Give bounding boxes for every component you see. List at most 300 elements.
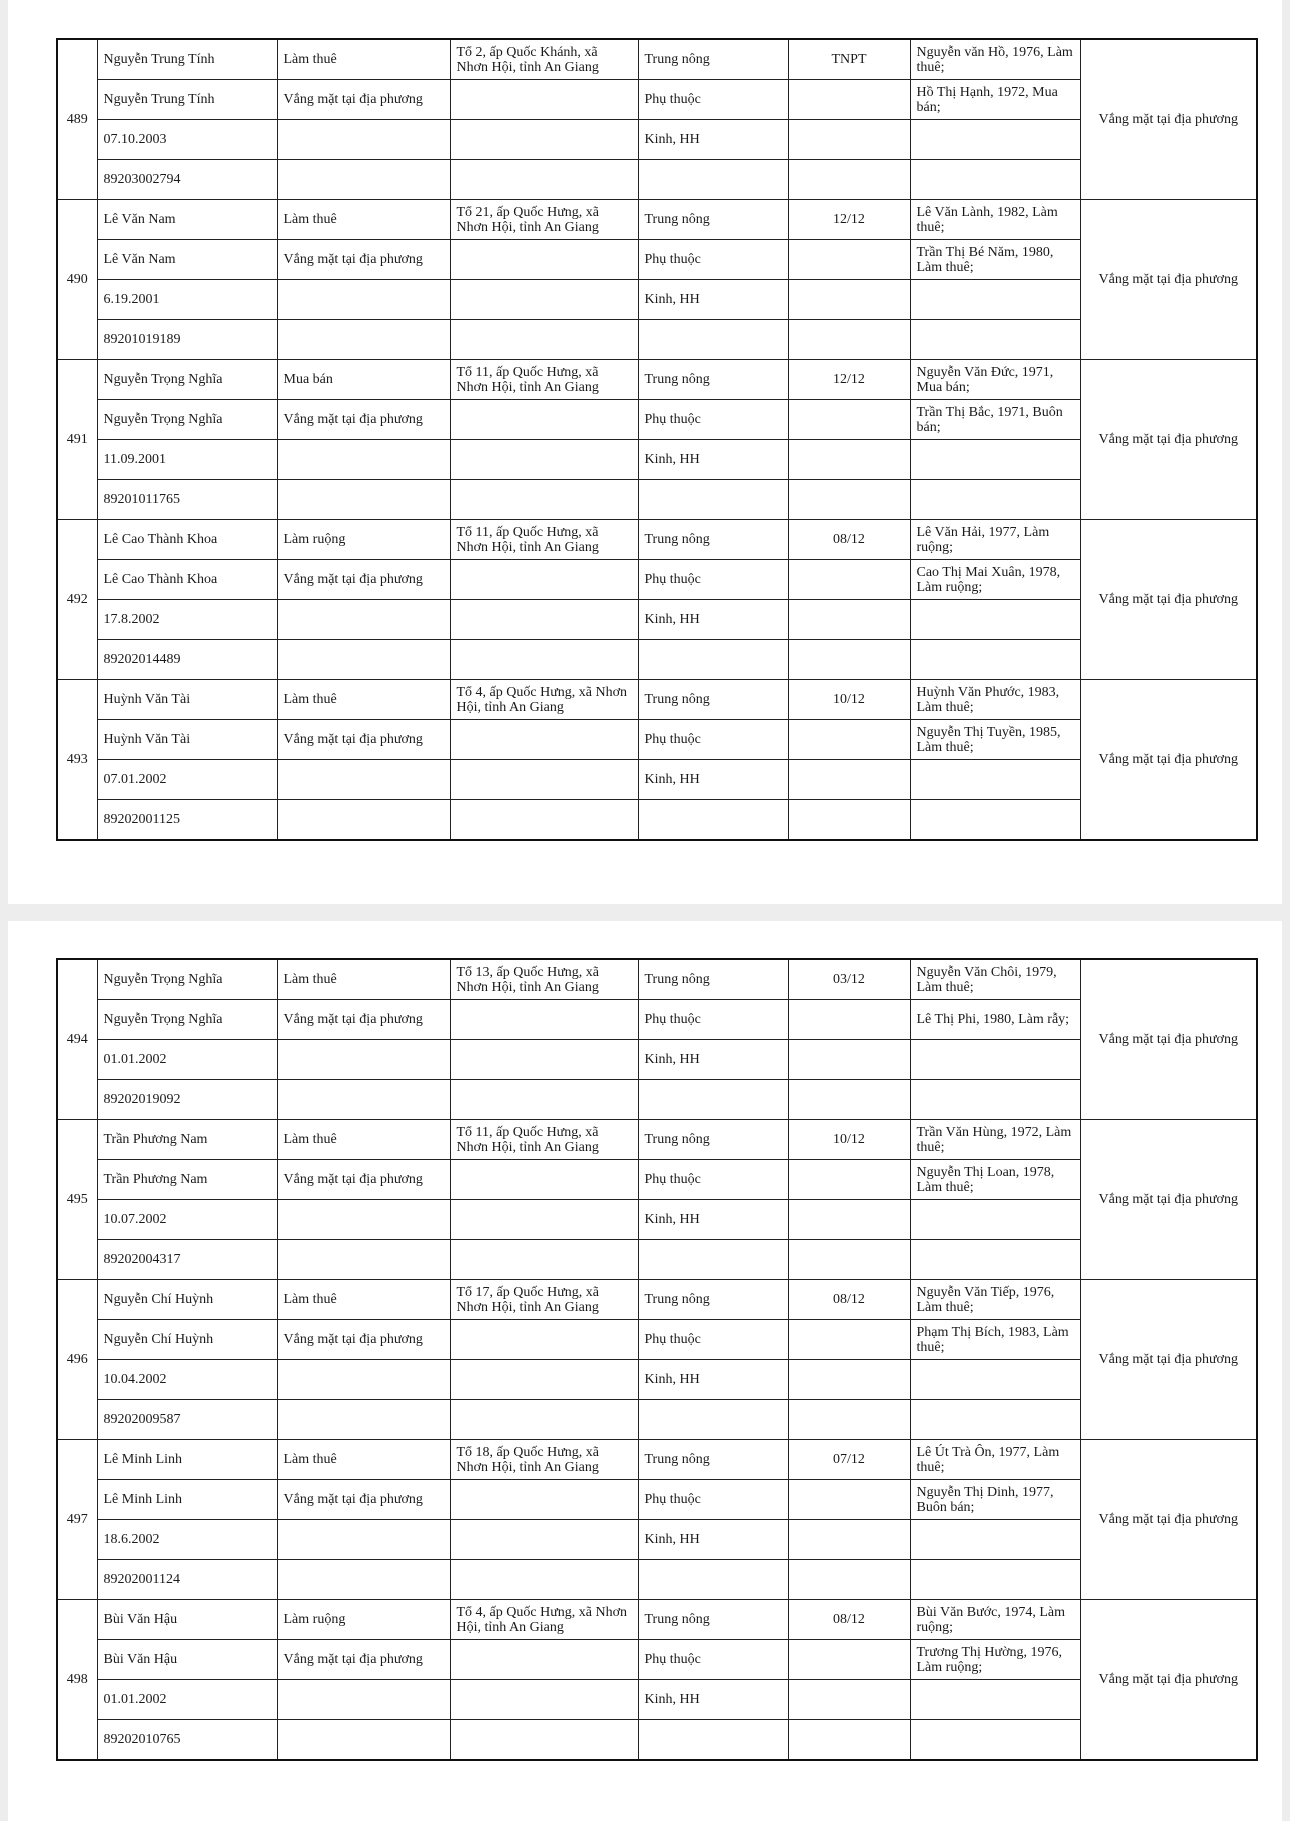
blank-cell <box>638 1400 788 1440</box>
person-name-repeat: Trần Phương Nam <box>97 1160 277 1200</box>
blank-cell <box>638 1240 788 1280</box>
blank-cell <box>450 400 638 440</box>
blank-cell <box>788 640 910 680</box>
record-row-primary <box>57 1440 1257 1480</box>
id-number: 89201011765 <box>97 480 277 520</box>
date-of-birth: 07.01.2002 <box>97 760 277 800</box>
occupation-status: Vắng mặt tại địa phương <box>277 1000 450 1040</box>
occupation: Làm thuê <box>277 959 450 1000</box>
blank-cell <box>277 1400 450 1440</box>
note: Vắng mặt tại địa phương <box>1080 1280 1257 1440</box>
education-level: 12/12 <box>788 360 910 400</box>
blank-cell <box>277 1680 450 1720</box>
id-number: 89202009587 <box>97 1400 277 1440</box>
occupation-status: Vắng mặt tại địa phương <box>277 240 450 280</box>
note: Vắng mặt tại địa phương <box>1080 1440 1257 1600</box>
record-row-primary <box>57 520 1257 560</box>
blank-cell <box>277 1360 450 1400</box>
social-class: Trung nông <box>638 680 788 720</box>
dependency: Phụ thuộc <box>638 1320 788 1360</box>
father-info: Lê Văn Hải, 1977, Làm ruộng; <box>910 520 1080 560</box>
blank-cell <box>910 1680 1080 1720</box>
record-row-primary <box>57 680 1257 720</box>
blank-cell <box>910 760 1080 800</box>
blank-cell <box>277 1720 450 1761</box>
blank-cell <box>450 80 638 120</box>
blank-cell <box>277 160 450 200</box>
record-row-id <box>57 800 1257 841</box>
ethnicity-religion: Kinh, HH <box>638 1040 788 1080</box>
blank-cell <box>277 320 450 360</box>
occupation-status: Vắng mặt tại địa phương <box>277 80 450 120</box>
father-info: Nguyễn Văn Tiếp, 1976, Làm thuê; <box>910 1280 1080 1320</box>
ethnicity-religion: Kinh, HH <box>638 760 788 800</box>
blank-cell <box>788 1400 910 1440</box>
blank-cell <box>450 1640 638 1680</box>
education-level: 10/12 <box>788 680 910 720</box>
record-row-secondary <box>57 1320 1257 1360</box>
record-number: 489 <box>57 39 97 200</box>
person-name-repeat: Bùi Văn Hậu <box>97 1640 277 1680</box>
record-row-tertiary <box>57 760 1257 800</box>
blank-cell <box>910 280 1080 320</box>
blank-cell <box>638 800 788 841</box>
registry-table <box>56 38 1258 841</box>
blank-cell <box>277 1520 450 1560</box>
blank-cell <box>910 1360 1080 1400</box>
date-of-birth: 01.01.2002 <box>97 1040 277 1080</box>
ethnicity-religion: Kinh, HH <box>638 600 788 640</box>
blank-cell <box>788 1520 910 1560</box>
person-name: Lê Văn Nam <box>97 200 277 240</box>
date-of-birth: 17.8.2002 <box>97 600 277 640</box>
record-number: 494 <box>57 959 97 1120</box>
record-row-tertiary <box>57 280 1257 320</box>
occupation-status: Vắng mặt tại địa phương <box>277 720 450 760</box>
record-row-secondary <box>57 80 1257 120</box>
blank-cell <box>277 800 450 841</box>
record-row-primary <box>57 1120 1257 1160</box>
social-class: Trung nông <box>638 1120 788 1160</box>
dependency: Phụ thuộc <box>638 1480 788 1520</box>
date-of-birth: 6.19.2001 <box>97 280 277 320</box>
blank-cell <box>450 1360 638 1400</box>
blank-cell <box>450 120 638 160</box>
address: Tổ 11, ấp Quốc Hưng, xã Nhơn Hội, tỉnh An Giang <box>450 520 638 560</box>
blank-cell <box>450 1240 638 1280</box>
mother-info: Trần Thị Bắc, 1971, Buôn bán; <box>910 400 1080 440</box>
blank-cell <box>910 1400 1080 1440</box>
note: Vắng mặt tại địa phương <box>1080 39 1257 200</box>
mother-info: Trần Thị Bé Năm, 1980, Làm thuê; <box>910 240 1080 280</box>
blank-cell <box>638 1560 788 1600</box>
blank-cell <box>910 1560 1080 1600</box>
mother-info: Trương Thị Hường, 1976, Làm ruộng; <box>910 1640 1080 1680</box>
record-row-id <box>57 1080 1257 1120</box>
record-row-tertiary <box>57 440 1257 480</box>
occupation: Làm ruộng <box>277 1600 450 1640</box>
note: Vắng mặt tại địa phương <box>1080 1600 1257 1761</box>
person-name: Huỳnh Văn Tài <box>97 680 277 720</box>
person-name-repeat: Huỳnh Văn Tài <box>97 720 277 760</box>
blank-cell <box>788 1680 910 1720</box>
education-level: 08/12 <box>788 1600 910 1640</box>
record-row-tertiary <box>57 600 1257 640</box>
social-class: Trung nông <box>638 1280 788 1320</box>
blank-cell <box>910 320 1080 360</box>
blank-cell <box>638 640 788 680</box>
blank-cell <box>788 1000 910 1040</box>
record-row-primary <box>57 200 1257 240</box>
record-row-id <box>57 320 1257 360</box>
blank-cell <box>788 1320 910 1360</box>
record-row-tertiary <box>57 1520 1257 1560</box>
dependency: Phụ thuộc <box>638 80 788 120</box>
record-row-primary <box>57 1600 1257 1640</box>
occupation: Làm thuê <box>277 1280 450 1320</box>
dependency: Phụ thuộc <box>638 1160 788 1200</box>
dependency: Phụ thuộc <box>638 1640 788 1680</box>
education-level: 10/12 <box>788 1120 910 1160</box>
blank-cell <box>277 1040 450 1080</box>
id-number: 89202001125 <box>97 800 277 841</box>
blank-cell <box>450 480 638 520</box>
education-level: 08/12 <box>788 520 910 560</box>
blank-cell <box>450 1080 638 1120</box>
father-info: Trần Văn Hùng, 1972, Làm thuê; <box>910 1120 1080 1160</box>
record-row-primary <box>57 39 1257 80</box>
blank-cell <box>277 600 450 640</box>
record-row-id <box>57 1400 1257 1440</box>
blank-cell <box>788 120 910 160</box>
social-class: Trung nông <box>638 1600 788 1640</box>
dependency: Phụ thuộc <box>638 1000 788 1040</box>
mother-info: Phạm Thị Bích, 1983, Làm thuê; <box>910 1320 1080 1360</box>
blank-cell <box>788 600 910 640</box>
dependency: Phụ thuộc <box>638 240 788 280</box>
record-row-secondary <box>57 240 1257 280</box>
record-row-secondary <box>57 1000 1257 1040</box>
person-name-repeat: Lê Minh Linh <box>97 1480 277 1520</box>
blank-cell <box>450 760 638 800</box>
blank-cell <box>450 1000 638 1040</box>
record-row-id <box>57 160 1257 200</box>
address: Tổ 13, ấp Quốc Hưng, xã Nhơn Hội, tỉnh An Giang <box>450 959 638 1000</box>
ethnicity-religion: Kinh, HH <box>638 1680 788 1720</box>
social-class: Trung nông <box>638 520 788 560</box>
father-info: Nguyễn văn Hồ, 1976, Làm thuê; <box>910 39 1080 80</box>
note: Vắng mặt tại địa phương <box>1080 200 1257 360</box>
address: Tổ 4, ấp Quốc Hưng, xã Nhơn Hội, tỉnh An Giang <box>450 680 638 720</box>
blank-cell <box>450 1160 638 1200</box>
occupation: Làm thuê <box>277 1440 450 1480</box>
record-row-id <box>57 480 1257 520</box>
blank-cell <box>277 640 450 680</box>
record-number: 498 <box>57 1600 97 1761</box>
record-number: 492 <box>57 520 97 680</box>
blank-cell <box>910 640 1080 680</box>
blank-cell <box>450 1560 638 1600</box>
address: Tổ 17, ấp Quốc Hưng, xã Nhơn Hội, tỉnh An Giang <box>450 1280 638 1320</box>
record-row-primary <box>57 1280 1257 1320</box>
date-of-birth: 01.01.2002 <box>97 1680 277 1720</box>
date-of-birth: 11.09.2001 <box>97 440 277 480</box>
blank-cell <box>910 800 1080 841</box>
mother-info: Hồ Thị Hạnh, 1972, Mua bán; <box>910 80 1080 120</box>
mother-info: Nguyễn Thị Dinh, 1977, Buôn bán; <box>910 1480 1080 1520</box>
blank-cell <box>788 1240 910 1280</box>
blank-cell <box>277 1560 450 1600</box>
person-name: Lê Minh Linh <box>97 1440 277 1480</box>
record-number: 490 <box>57 200 97 360</box>
father-info: Bùi Văn Bước, 1974, Làm ruộng; <box>910 1600 1080 1640</box>
blank-cell <box>450 160 638 200</box>
occupation: Làm ruộng <box>277 520 450 560</box>
record-number: 497 <box>57 1440 97 1600</box>
id-number: 89202019092 <box>97 1080 277 1120</box>
occupation: Làm thuê <box>277 39 450 80</box>
blank-cell <box>277 120 450 160</box>
blank-cell <box>788 1640 910 1680</box>
blank-cell <box>910 600 1080 640</box>
note: Vắng mặt tại địa phương <box>1080 959 1257 1120</box>
person-name: Nguyễn Trọng Nghĩa <box>97 360 277 400</box>
dependency: Phụ thuộc <box>638 400 788 440</box>
blank-cell <box>788 1720 910 1761</box>
occupation-status: Vắng mặt tại địa phương <box>277 1640 450 1680</box>
blank-cell <box>450 640 638 680</box>
education-level: TNPT <box>788 39 910 80</box>
date-of-birth: 18.6.2002 <box>97 1520 277 1560</box>
record-row-secondary <box>57 720 1257 760</box>
father-info: Lê Văn Lành, 1982, Làm thuê; <box>910 200 1080 240</box>
father-info: Nguyễn Văn Đức, 1971, Mua bán; <box>910 360 1080 400</box>
blank-cell <box>277 1080 450 1120</box>
note: Vắng mặt tại địa phương <box>1080 1120 1257 1280</box>
blank-cell <box>910 160 1080 200</box>
mother-info: Nguyễn Thị Tuyền, 1985, Làm thuê; <box>910 720 1080 760</box>
blank-cell <box>277 280 450 320</box>
blank-cell <box>910 1040 1080 1080</box>
occupation-status: Vắng mặt tại địa phương <box>277 560 450 600</box>
education-level: 12/12 <box>788 200 910 240</box>
ethnicity-religion: Kinh, HH <box>638 440 788 480</box>
record-row-tertiary <box>57 1040 1257 1080</box>
blank-cell <box>277 480 450 520</box>
person-name: Trần Phương Nam <box>97 1120 277 1160</box>
blank-cell <box>450 1400 638 1440</box>
person-name: Nguyễn Trung Tính <box>97 39 277 80</box>
blank-cell <box>788 560 910 600</box>
person-name-repeat: Lê Cao Thành Khoa <box>97 560 277 600</box>
social-class: Trung nông <box>638 360 788 400</box>
occupation: Làm thuê <box>277 680 450 720</box>
occupation: Làm thuê <box>277 1120 450 1160</box>
blank-cell <box>450 800 638 841</box>
address: Tổ 21, ấp Quốc Hưng, xã Nhơn Hội, tỉnh An Giang <box>450 200 638 240</box>
blank-cell <box>788 480 910 520</box>
id-number: 89202010765 <box>97 1720 277 1761</box>
father-info: Huỳnh Văn Phước, 1983, Làm thuê; <box>910 680 1080 720</box>
blank-cell <box>788 440 910 480</box>
blank-cell <box>910 440 1080 480</box>
dependency: Phụ thuộc <box>638 560 788 600</box>
blank-cell <box>910 1240 1080 1280</box>
social-class: Trung nông <box>638 1440 788 1480</box>
blank-cell <box>788 320 910 360</box>
address: Tổ 4, ấp Quốc Hưng, xã Nhơn Hội, tỉnh An Giang <box>450 1600 638 1640</box>
record-row-secondary <box>57 1480 1257 1520</box>
blank-cell <box>910 120 1080 160</box>
blank-cell <box>450 600 638 640</box>
blank-cell <box>450 320 638 360</box>
father-info: Lê Út Trà Ôn, 1977, Làm thuê; <box>910 1440 1080 1480</box>
record-row-secondary <box>57 400 1257 440</box>
record-row-id <box>57 1240 1257 1280</box>
id-number: 89201019189 <box>97 320 277 360</box>
ethnicity-religion: Kinh, HH <box>638 120 788 160</box>
blank-cell <box>638 480 788 520</box>
blank-cell <box>450 1520 638 1560</box>
record-row-secondary <box>57 560 1257 600</box>
document-page-2 <box>8 921 1282 1821</box>
record-row-secondary <box>57 1640 1257 1680</box>
mother-info: Nguyễn Thị Loan, 1978, Làm thuê; <box>910 1160 1080 1200</box>
person-name-repeat: Nguyễn Trung Tính <box>97 80 277 120</box>
blank-cell <box>277 1240 450 1280</box>
education-level: 08/12 <box>788 1280 910 1320</box>
dependency: Phụ thuộc <box>638 720 788 760</box>
blank-cell <box>788 160 910 200</box>
record-row-id <box>57 1560 1257 1600</box>
blank-cell <box>910 1720 1080 1761</box>
ethnicity-religion: Kinh, HH <box>638 280 788 320</box>
person-name-repeat: Nguyễn Trọng Nghĩa <box>97 1000 277 1040</box>
address: Tổ 18, ấp Quốc Hưng, xã Nhơn Hội, tỉnh An Giang <box>450 1440 638 1480</box>
blank-cell <box>910 480 1080 520</box>
address: Tổ 11, ấp Quốc Hưng, xã Nhơn Hội, tỉnh An Giang <box>450 360 638 400</box>
record-row-id <box>57 1720 1257 1761</box>
document-page-1 <box>8 0 1282 904</box>
blank-cell <box>450 1320 638 1360</box>
occupation: Làm thuê <box>277 200 450 240</box>
blank-cell <box>788 1160 910 1200</box>
blank-cell <box>277 760 450 800</box>
person-name-repeat: Lê Văn Nam <box>97 240 277 280</box>
address: Tổ 11, ấp Quốc Hưng, xã Nhơn Hội, tỉnh An Giang <box>450 1120 638 1160</box>
record-number: 496 <box>57 1280 97 1440</box>
record-row-secondary <box>57 1160 1257 1200</box>
occupation-status: Vắng mặt tại địa phương <box>277 1480 450 1520</box>
occupation-status: Vắng mặt tại địa phương <box>277 1160 450 1200</box>
social-class: Trung nông <box>638 959 788 1000</box>
mother-info: Cao Thị Mai Xuân, 1978, Làm ruộng; <box>910 560 1080 600</box>
date-of-birth: 07.10.2003 <box>97 120 277 160</box>
blank-cell <box>450 1720 638 1761</box>
record-row-tertiary <box>57 1360 1257 1400</box>
blank-cell <box>277 1200 450 1240</box>
blank-cell <box>788 1080 910 1120</box>
blank-cell <box>450 240 638 280</box>
blank-cell <box>638 160 788 200</box>
person-name: Nguyễn Chí Huỳnh <box>97 1280 277 1320</box>
occupation: Mua bán <box>277 360 450 400</box>
education-level: 07/12 <box>788 1440 910 1480</box>
blank-cell <box>910 1520 1080 1560</box>
blank-cell <box>788 400 910 440</box>
blank-cell <box>638 320 788 360</box>
blank-cell <box>788 280 910 320</box>
ethnicity-religion: Kinh, HH <box>638 1520 788 1560</box>
person-name-repeat: Nguyễn Trọng Nghĩa <box>97 400 277 440</box>
blank-cell <box>788 1040 910 1080</box>
blank-cell <box>450 1200 638 1240</box>
record-row-primary <box>57 360 1257 400</box>
person-name: Nguyễn Trọng Nghĩa <box>97 959 277 1000</box>
blank-cell <box>450 280 638 320</box>
social-class: Trung nông <box>638 200 788 240</box>
blank-cell <box>910 1200 1080 1240</box>
blank-cell <box>788 240 910 280</box>
blank-cell <box>788 1560 910 1600</box>
blank-cell <box>638 1080 788 1120</box>
record-row-tertiary <box>57 1200 1257 1240</box>
blank-cell <box>277 440 450 480</box>
record-number: 491 <box>57 360 97 520</box>
person-name: Lê Cao Thành Khoa <box>97 520 277 560</box>
ethnicity-religion: Kinh, HH <box>638 1200 788 1240</box>
occupation-status: Vắng mặt tại địa phương <box>277 400 450 440</box>
note: Vắng mặt tại địa phương <box>1080 680 1257 841</box>
blank-cell <box>450 720 638 760</box>
occupation-status: Vắng mặt tại địa phương <box>277 1320 450 1360</box>
record-row-id <box>57 640 1257 680</box>
date-of-birth: 10.04.2002 <box>97 1360 277 1400</box>
blank-cell <box>788 1360 910 1400</box>
id-number: 89203002794 <box>97 160 277 200</box>
ethnicity-religion: Kinh, HH <box>638 1360 788 1400</box>
blank-cell <box>910 1080 1080 1120</box>
note: Vắng mặt tại địa phương <box>1080 520 1257 680</box>
education-level: 03/12 <box>788 959 910 1000</box>
address: Tổ 2, ấp Quốc Khánh, xã Nhơn Hội, tỉnh An Giang <box>450 39 638 80</box>
registry-table <box>56 958 1258 1761</box>
record-row-tertiary <box>57 120 1257 160</box>
note: Vắng mặt tại địa phương <box>1080 360 1257 520</box>
person-name-repeat: Nguyễn Chí Huỳnh <box>97 1320 277 1360</box>
person-name: Bùi Văn Hậu <box>97 1600 277 1640</box>
record-row-tertiary <box>57 1680 1257 1720</box>
blank-cell <box>450 440 638 480</box>
father-info: Nguyễn Văn Chôi, 1979, Làm thuê; <box>910 959 1080 1000</box>
date-of-birth: 10.07.2002 <box>97 1200 277 1240</box>
blank-cell <box>788 1480 910 1520</box>
id-number: 89202004317 <box>97 1240 277 1280</box>
id-number: 89202014489 <box>97 640 277 680</box>
blank-cell <box>450 1480 638 1520</box>
id-number: 89202001124 <box>97 1560 277 1600</box>
blank-cell <box>788 1200 910 1240</box>
social-class: Trung nông <box>638 39 788 80</box>
blank-cell <box>450 560 638 600</box>
mother-info: Lê Thị Phi, 1980, Làm rẫy; <box>910 1000 1080 1040</box>
record-number: 493 <box>57 680 97 841</box>
blank-cell <box>788 80 910 120</box>
blank-cell <box>788 720 910 760</box>
record-number: 495 <box>57 1120 97 1280</box>
blank-cell <box>450 1040 638 1080</box>
blank-cell <box>788 800 910 841</box>
